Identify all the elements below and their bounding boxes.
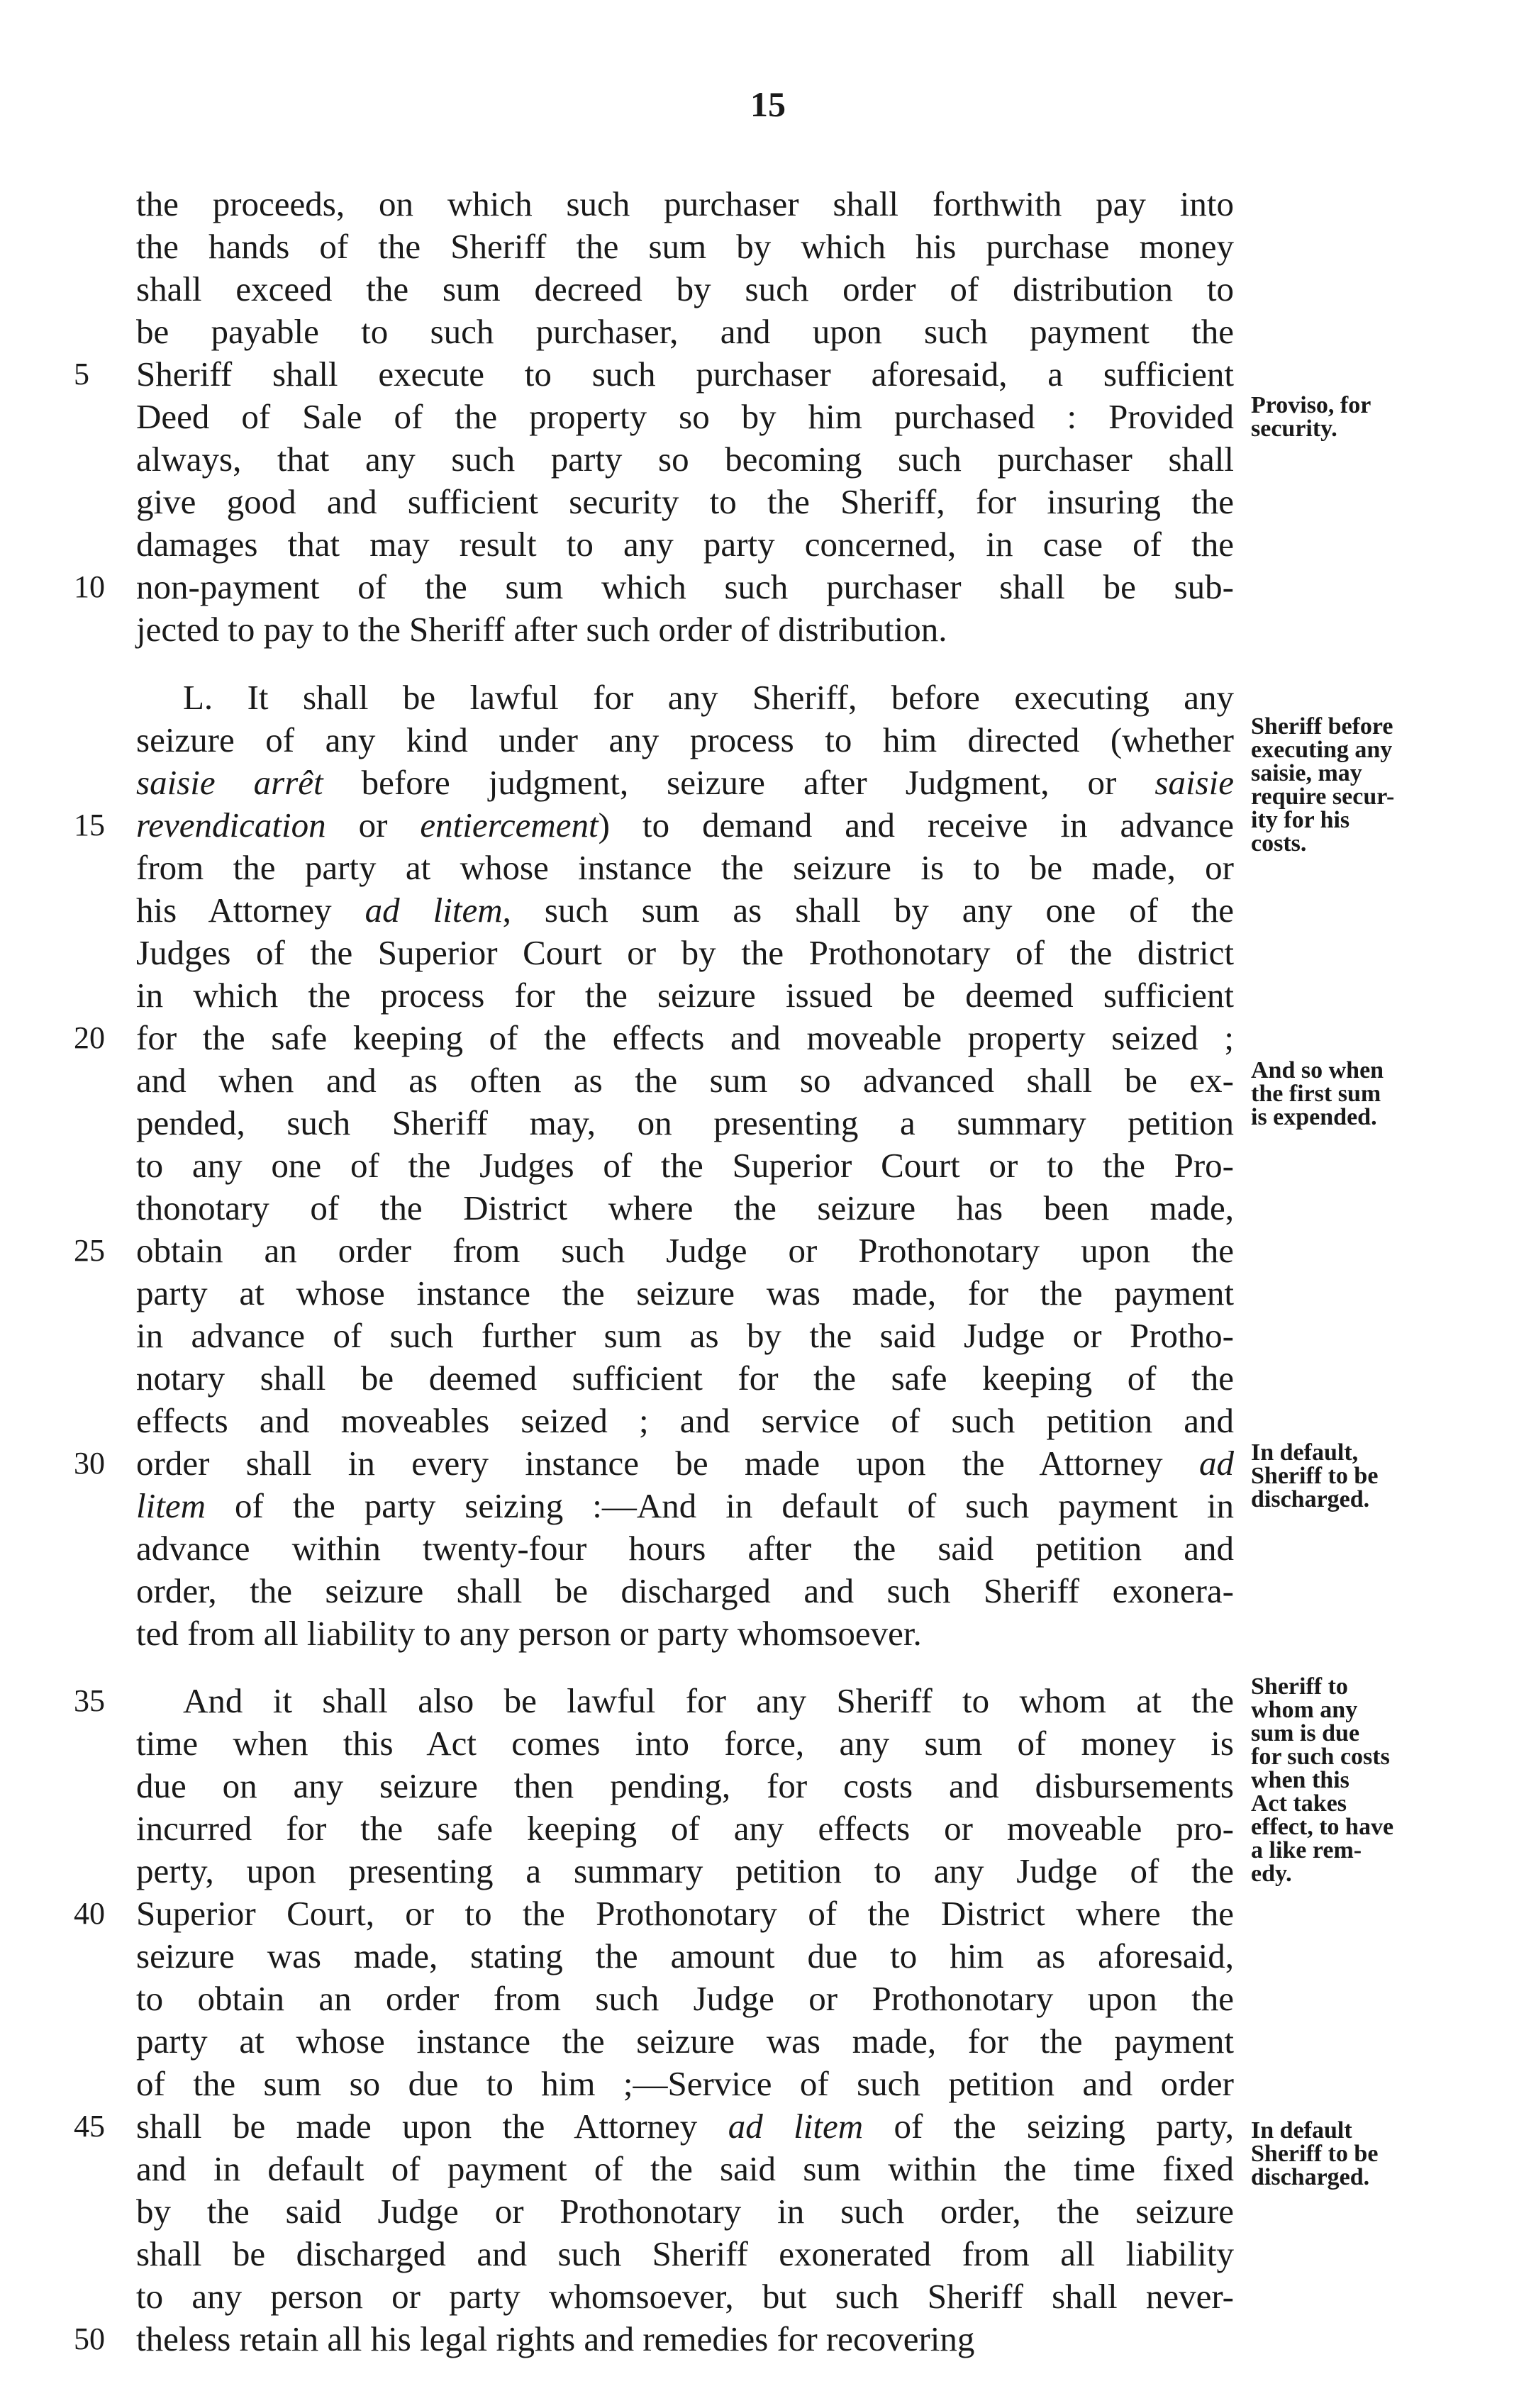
- marginal-note: In default Sheriff to be discharged.: [1251, 2117, 1379, 2190]
- page-number: 15: [750, 84, 786, 124]
- text-line: thonotary of the District where the seizure has been made,: [136, 1188, 1234, 1227]
- text-line: party at whose instance the seizure was made, for the payment: [136, 2022, 1234, 2061]
- text-line: Superior Court, or to the Prothonotary of the District where the: [136, 1894, 1234, 1933]
- text-line: in advance of such further sum as by the said Judge or Protho-: [136, 1316, 1234, 1355]
- text-line: damages that may result to any party concerned, in case of the: [136, 525, 1234, 564]
- text-line: notary shall be deemed sufficient for the safe keeping of the: [136, 1359, 1234, 1398]
- text-line: And it shall also be lawful for any Sheriff to whom at the: [183, 1681, 1234, 1720]
- text-line: be payable to such purchaser, and upon such payment the: [136, 312, 1234, 351]
- text-line: jected to pay to the Sheriff after such order of distribution.: [136, 610, 947, 649]
- text-line: from the party at whose instance the seizure is to be made, or: [136, 848, 1234, 887]
- text-line: obtain an order from such Judge or Prothonotary upon the: [136, 1231, 1234, 1270]
- text-line: shall be made upon the Attorney ad litem of the seizing party,: [136, 2107, 1234, 2146]
- text-line: Sheriff shall execute to such purchaser aforesaid, a sufficient: [136, 355, 1234, 394]
- text-line: always, that any such party so becoming such purchaser shall: [136, 440, 1234, 479]
- text-line: Judges of the Superior Court or by the Prothonotary of the district: [136, 933, 1234, 972]
- line-number: 15: [74, 808, 105, 842]
- text-line: saisie arrêt before judgment, seizure after Judgment, or saisie: [136, 763, 1234, 802]
- text-line: L. It shall be lawful for any Sheriff, before executing any: [183, 678, 1234, 717]
- line-number: 50: [74, 2321, 105, 2356]
- text-line: shall exceed the sum decreed by such order of distribution to: [136, 269, 1234, 308]
- text-line: party at whose instance the seizure was made, for the payment: [136, 1273, 1234, 1312]
- text-line: give good and sufficient security to the Sheriff, for insuring the: [136, 482, 1234, 521]
- line-number: 20: [74, 1020, 105, 1055]
- text-line: for the safe keeping of the effects and moveable property seized ;: [136, 1018, 1234, 1057]
- text-line: of the sum so due to him ;—Service of such petition and order: [136, 2064, 1234, 2103]
- text-line: seizure of any kind under any process to him directed (whether: [136, 720, 1234, 759]
- marginal-note: Proviso, for security.: [1251, 392, 1371, 442]
- text-line: ted from all liability to any person or party whomsoever.: [136, 1614, 922, 1653]
- marginal-note: Sheriff before executing any saisie, may require secur- ity for his costs.: [1251, 713, 1395, 857]
- text-line: perty, upon presenting a summary petition to any Judge of the: [136, 1851, 1234, 1890]
- line-number: 40: [74, 1896, 105, 1931]
- line-number: 30: [74, 1446, 105, 1481]
- text-line: shall be discharged and such Sheriff exonerated from all liability: [136, 2234, 1234, 2273]
- text-line: effects and moveables seized ; and service of such petition and: [136, 1401, 1234, 1440]
- text-line: time when this Act comes into force, any sum of money is: [136, 1724, 1234, 1763]
- line-number: 45: [74, 2109, 105, 2144]
- text-line: Deed of Sale of the property so by him purchased : Provided: [136, 397, 1234, 436]
- marginal-note: And so when the first sum is expended.: [1251, 1057, 1384, 1130]
- text-line: order, the seizure shall be discharged and such Sheriff exonera-: [136, 1571, 1234, 1610]
- text-line: advance within twenty-four hours after the said petition and: [136, 1529, 1234, 1568]
- line-number: 10: [74, 569, 105, 604]
- text-line: incurred for the safe keeping of any effects or moveable pro-: [136, 1809, 1234, 1848]
- text-line: his Attorney ad litem, such sum as shall by any one of the: [136, 891, 1234, 930]
- text-line: and when and as often as the sum so advanced shall be ex-: [136, 1061, 1234, 1100]
- text-line: litem of the party seizing :—And in default of such payment in: [136, 1486, 1234, 1525]
- marginal-note: In default, Sheriff to be discharged.: [1251, 1439, 1379, 1512]
- text-line: the proceeds, on which such purchaser shall forthwith pay into: [136, 184, 1234, 223]
- marginal-note: Sheriff to whom any sum is due for such costs when this Act takes effect, to have a like rem- edy.: [1251, 1673, 1394, 1887]
- text-line: theless retain all his legal rights and remedies for recovering: [136, 2319, 975, 2358]
- line-number: 5: [74, 357, 89, 391]
- text-line: seizure was made, stating the amount due to him as aforesaid,: [136, 1936, 1234, 1975]
- text-line: to any one of the Judges of the Superior Court or to the Pro-: [136, 1146, 1234, 1185]
- text-line: due on any seizure then pending, for costs and disbursements: [136, 1766, 1234, 1805]
- text-line: the hands of the Sheriff the sum by which his purchase money: [136, 227, 1234, 266]
- text-line: to obtain an order from such Judge or Prothonotary upon the: [136, 1979, 1234, 2018]
- text-line: order shall in every instance be made upon the Attorney ad: [136, 1444, 1234, 1483]
- text-line: non-payment of the sum which such purchaser shall be sub-: [136, 567, 1234, 606]
- text-line: to any person or party whomsoever, but such Sheriff shall never-: [136, 2277, 1234, 2316]
- text-line: pended, such Sheriff may, on presenting a summary petition: [136, 1103, 1234, 1142]
- text-line: and in default of payment of the said sum within the time fixed: [136, 2149, 1234, 2188]
- text-line: by the said Judge or Prothonotary in such order, the seizure: [136, 2192, 1234, 2231]
- text-line: revendication or entiercement) to demand and receive in advance: [136, 806, 1234, 845]
- text-line: in which the process for the seizure issued be deemed sufficient: [136, 976, 1234, 1015]
- line-number: 35: [74, 1683, 105, 1718]
- line-number: 25: [74, 1233, 105, 1268]
